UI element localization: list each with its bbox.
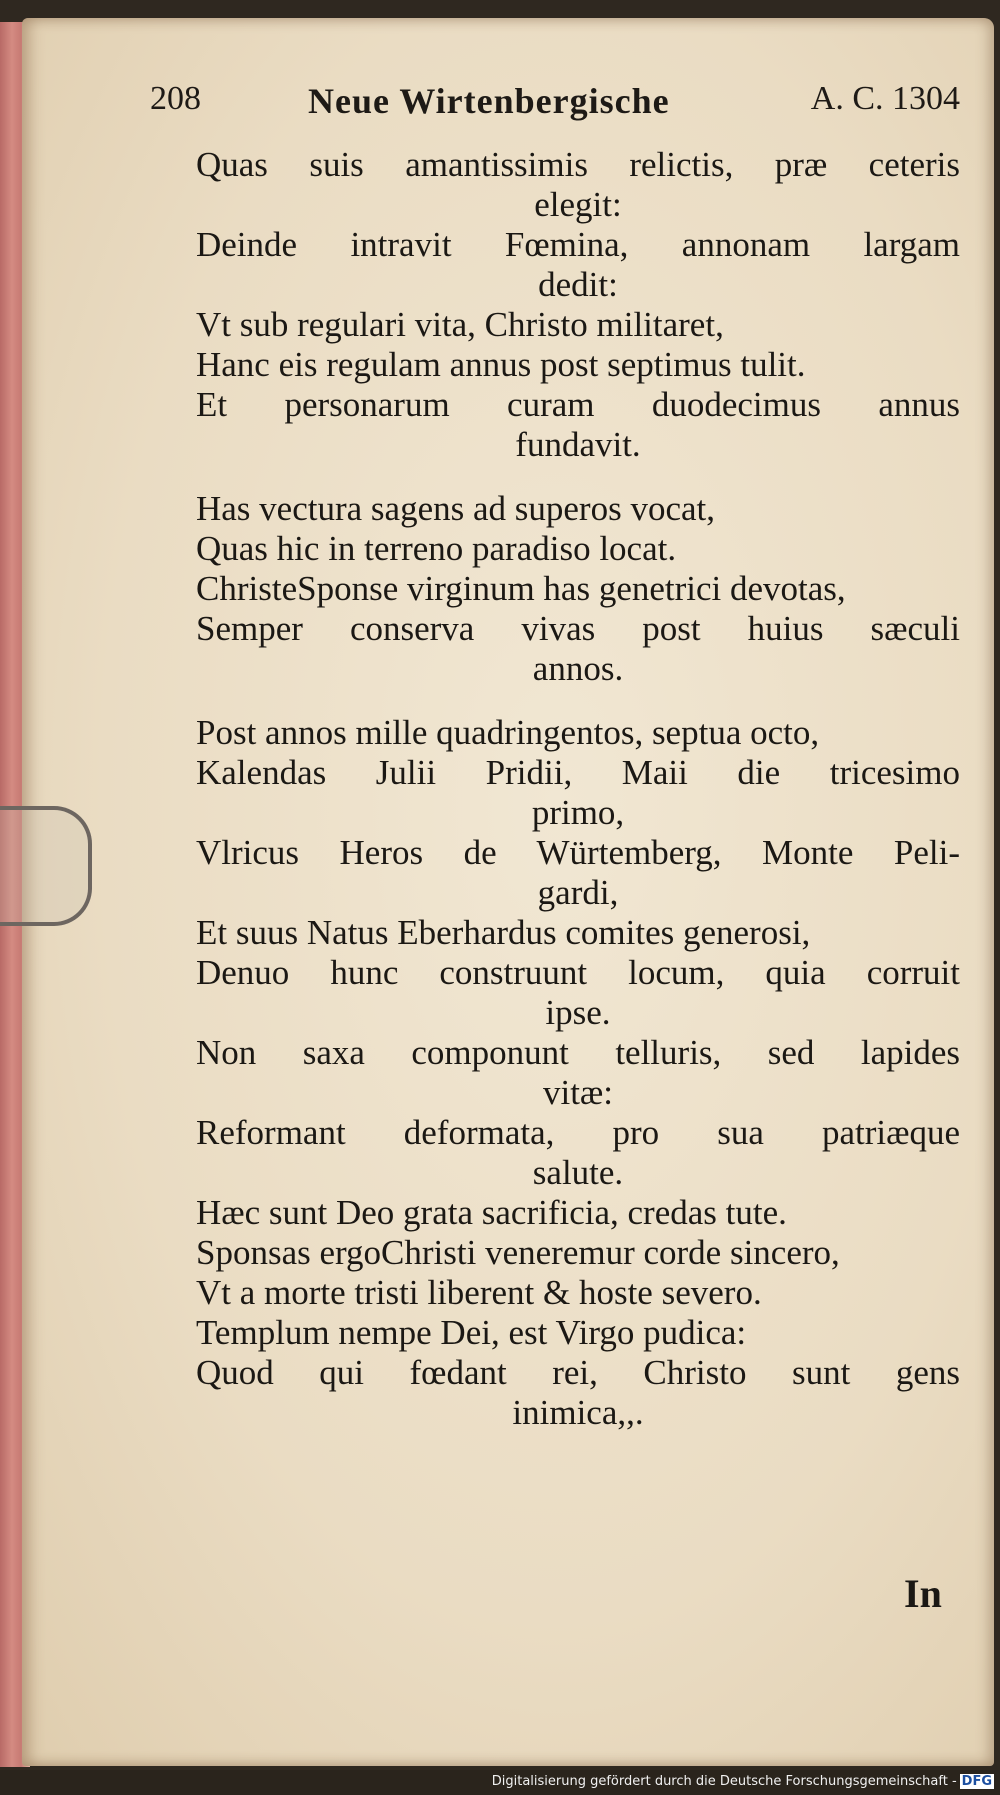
- verse-line: Quas hic in terreno paradiso locat.: [196, 529, 677, 568]
- verse-line: Quas suis amantissimis relictis, præ ceteris: [196, 145, 960, 184]
- verse-line: inimica,,.: [512, 1393, 644, 1432]
- verse-line: Vt sub regulari vita, Christo militaret,: [196, 305, 724, 344]
- verse-line: Et suus Natus Eberhardus comites generosi,: [196, 913, 811, 952]
- verse-line: gardi,: [537, 873, 619, 912]
- verse-line: Et personarum curam duodecimus annus: [196, 385, 960, 424]
- stanza-gap: [196, 465, 960, 489]
- digitization-credit: [492, 1774, 994, 1789]
- verse-line: Semper conserva vivas post huius sæculi: [196, 609, 960, 648]
- verse-line: Has vectura sagens ad superos vocat,: [196, 489, 715, 528]
- credit-text: Digitalisierung gefördert durch die Deutsche Forschungsgemeinschaft -: [491, 1774, 957, 1789]
- verse-line: Templum nempe Dei, est Virgo pudica:: [196, 1313, 747, 1352]
- verse-line: Kalendas Julii Pridii, Maii die tricesimo: [196, 753, 960, 792]
- verse-line: Quod qui fœdant rei, Christo sunt gens: [196, 1353, 960, 1392]
- stanza-gap: [196, 689, 960, 713]
- page-header: [150, 80, 960, 130]
- dfg-logo: DFG: [961, 1774, 992, 1789]
- verse-line: Non saxa componunt telluris, sed lapides: [196, 1033, 960, 1072]
- running-title: Neue Wirtenbergische: [308, 81, 670, 121]
- verse-line: Deinde intravit Fœmina, annonam largam: [196, 225, 960, 264]
- verse-line: fundavit.: [515, 425, 641, 464]
- verse-line: annos.: [532, 649, 624, 688]
- verse-line: dedit:: [538, 265, 618, 304]
- verse-line: Denuo hunc construunt locum, quia corruit: [196, 953, 960, 992]
- verse-line: ChristeSponse virginum has genetrici devotas,: [196, 569, 846, 608]
- verse-line: Hæc sunt Deo grata sacrificia, credas tute.: [196, 1193, 787, 1232]
- catchword: In: [904, 1571, 942, 1616]
- verse-line: Sponsas ergoChristi veneremur corde sincero,: [196, 1233, 840, 1272]
- verse-body: [196, 145, 960, 1433]
- verse-line: vitæ:: [542, 1073, 614, 1112]
- verse-line: primo,: [531, 793, 625, 832]
- verse-line: Post annos mille quadringentos, septua octo,: [196, 713, 820, 752]
- page-clip: [0, 806, 92, 926]
- year-marker: A. C. 1304: [810, 80, 960, 117]
- verse-line: Vlricus Heros de Würtemberg, Monte Peli-: [196, 833, 960, 872]
- verse-line: salute.: [532, 1153, 624, 1192]
- verse-line: ipse.: [545, 993, 611, 1032]
- page-number: 208: [150, 80, 201, 117]
- verse-line: elegit:: [534, 185, 622, 224]
- verse-line: Vt a morte tristi liberent & hoste severo.: [196, 1273, 762, 1312]
- verse-line: Reformant deformata, pro sua patriæque: [196, 1113, 960, 1152]
- verse-line: Hanc eis regulam annus post septimus tulit.: [196, 345, 806, 384]
